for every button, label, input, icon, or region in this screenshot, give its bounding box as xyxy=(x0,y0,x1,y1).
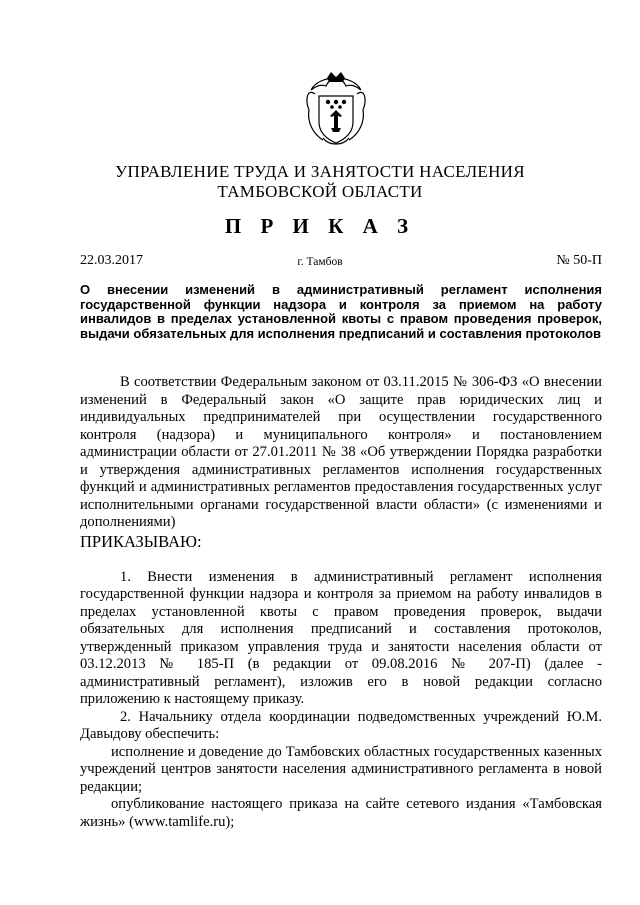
document-type-title: П Р И К А З xyxy=(224,214,416,238)
organization-name-line2: ТАМБОВСКОЙ ОБЛАСТИ xyxy=(217,182,423,201)
order-subitem: опубликование настоящего приказа на сайте сетевого издания «Тамбовская жизнь» (www.tamlife.ru); xyxy=(80,796,602,830)
order-subitem: исполнение и доведение до Тамбовских областных государственных казенных учреждений центров занятости населения административного регламента в новой редакции; xyxy=(80,743,602,795)
order-body xyxy=(80,374,602,831)
document-number: № 50-П xyxy=(556,253,602,268)
coat-of-arms-icon xyxy=(301,70,371,150)
organization-name-line1: УПРАВЛЕНИЕ ТРУДА И ЗАНЯТОСТИ НАСЕЛЕНИЯ xyxy=(115,162,525,181)
order-subject: О внесении изменений в административный регламент исполнения государственной функции надзора и контроля за приемом на работу инвалидов в пределах установленной квоты с правом проведения проверок, выдачи обязательных для исполнения предписаний и составления протоколов xyxy=(80,282,602,341)
order-item: 2. Начальнику отдела координации подведомственных учреждений Ю.М. Давыдову обеспечить: xyxy=(80,708,602,742)
document-date: 22.03.2017 xyxy=(80,253,143,268)
document-city: г. Тамбов xyxy=(297,256,343,268)
order-item: 1. Внести изменения в административный регламент исполнения государственной функции надзора и контроля за приемом на работу инвалидов в пределах установленной квоты с правом проведения проверок, выдачи обязательных для исполнения предписаний и составления протоколов, утвержденный приказом управления труда и занятости населения области от 03.12.2013 № 185-П (в редакции от 09.08.2016 № 207-П) (далее - административный регламент), изложив его в новой редакции согласно приложению к настоящему приказу. xyxy=(80,568,602,707)
order-keyword: ПРИКАЗЫВАЮ: xyxy=(80,531,202,551)
preamble-paragraph: В соответствии Федеральным законом от 03.11.2015 № 306-ФЗ «О внесении изменений в Федеральный закон «О защите прав юридических лиц и индивидуальных предпринимателей при осуществлении государственного контроля (надзора) и муниципального контроля» и постановлением администрации области от 27.01.2011 № 38 «Об утверждении Порядка разработки и утверждения административных регламентов исполнения государственных функций и административных регламентов предоставления государственных услуг исполнительными органами государственной власти области» (с изменениями и дополнениями) xyxy=(80,374,602,530)
organization-header xyxy=(0,162,640,202)
